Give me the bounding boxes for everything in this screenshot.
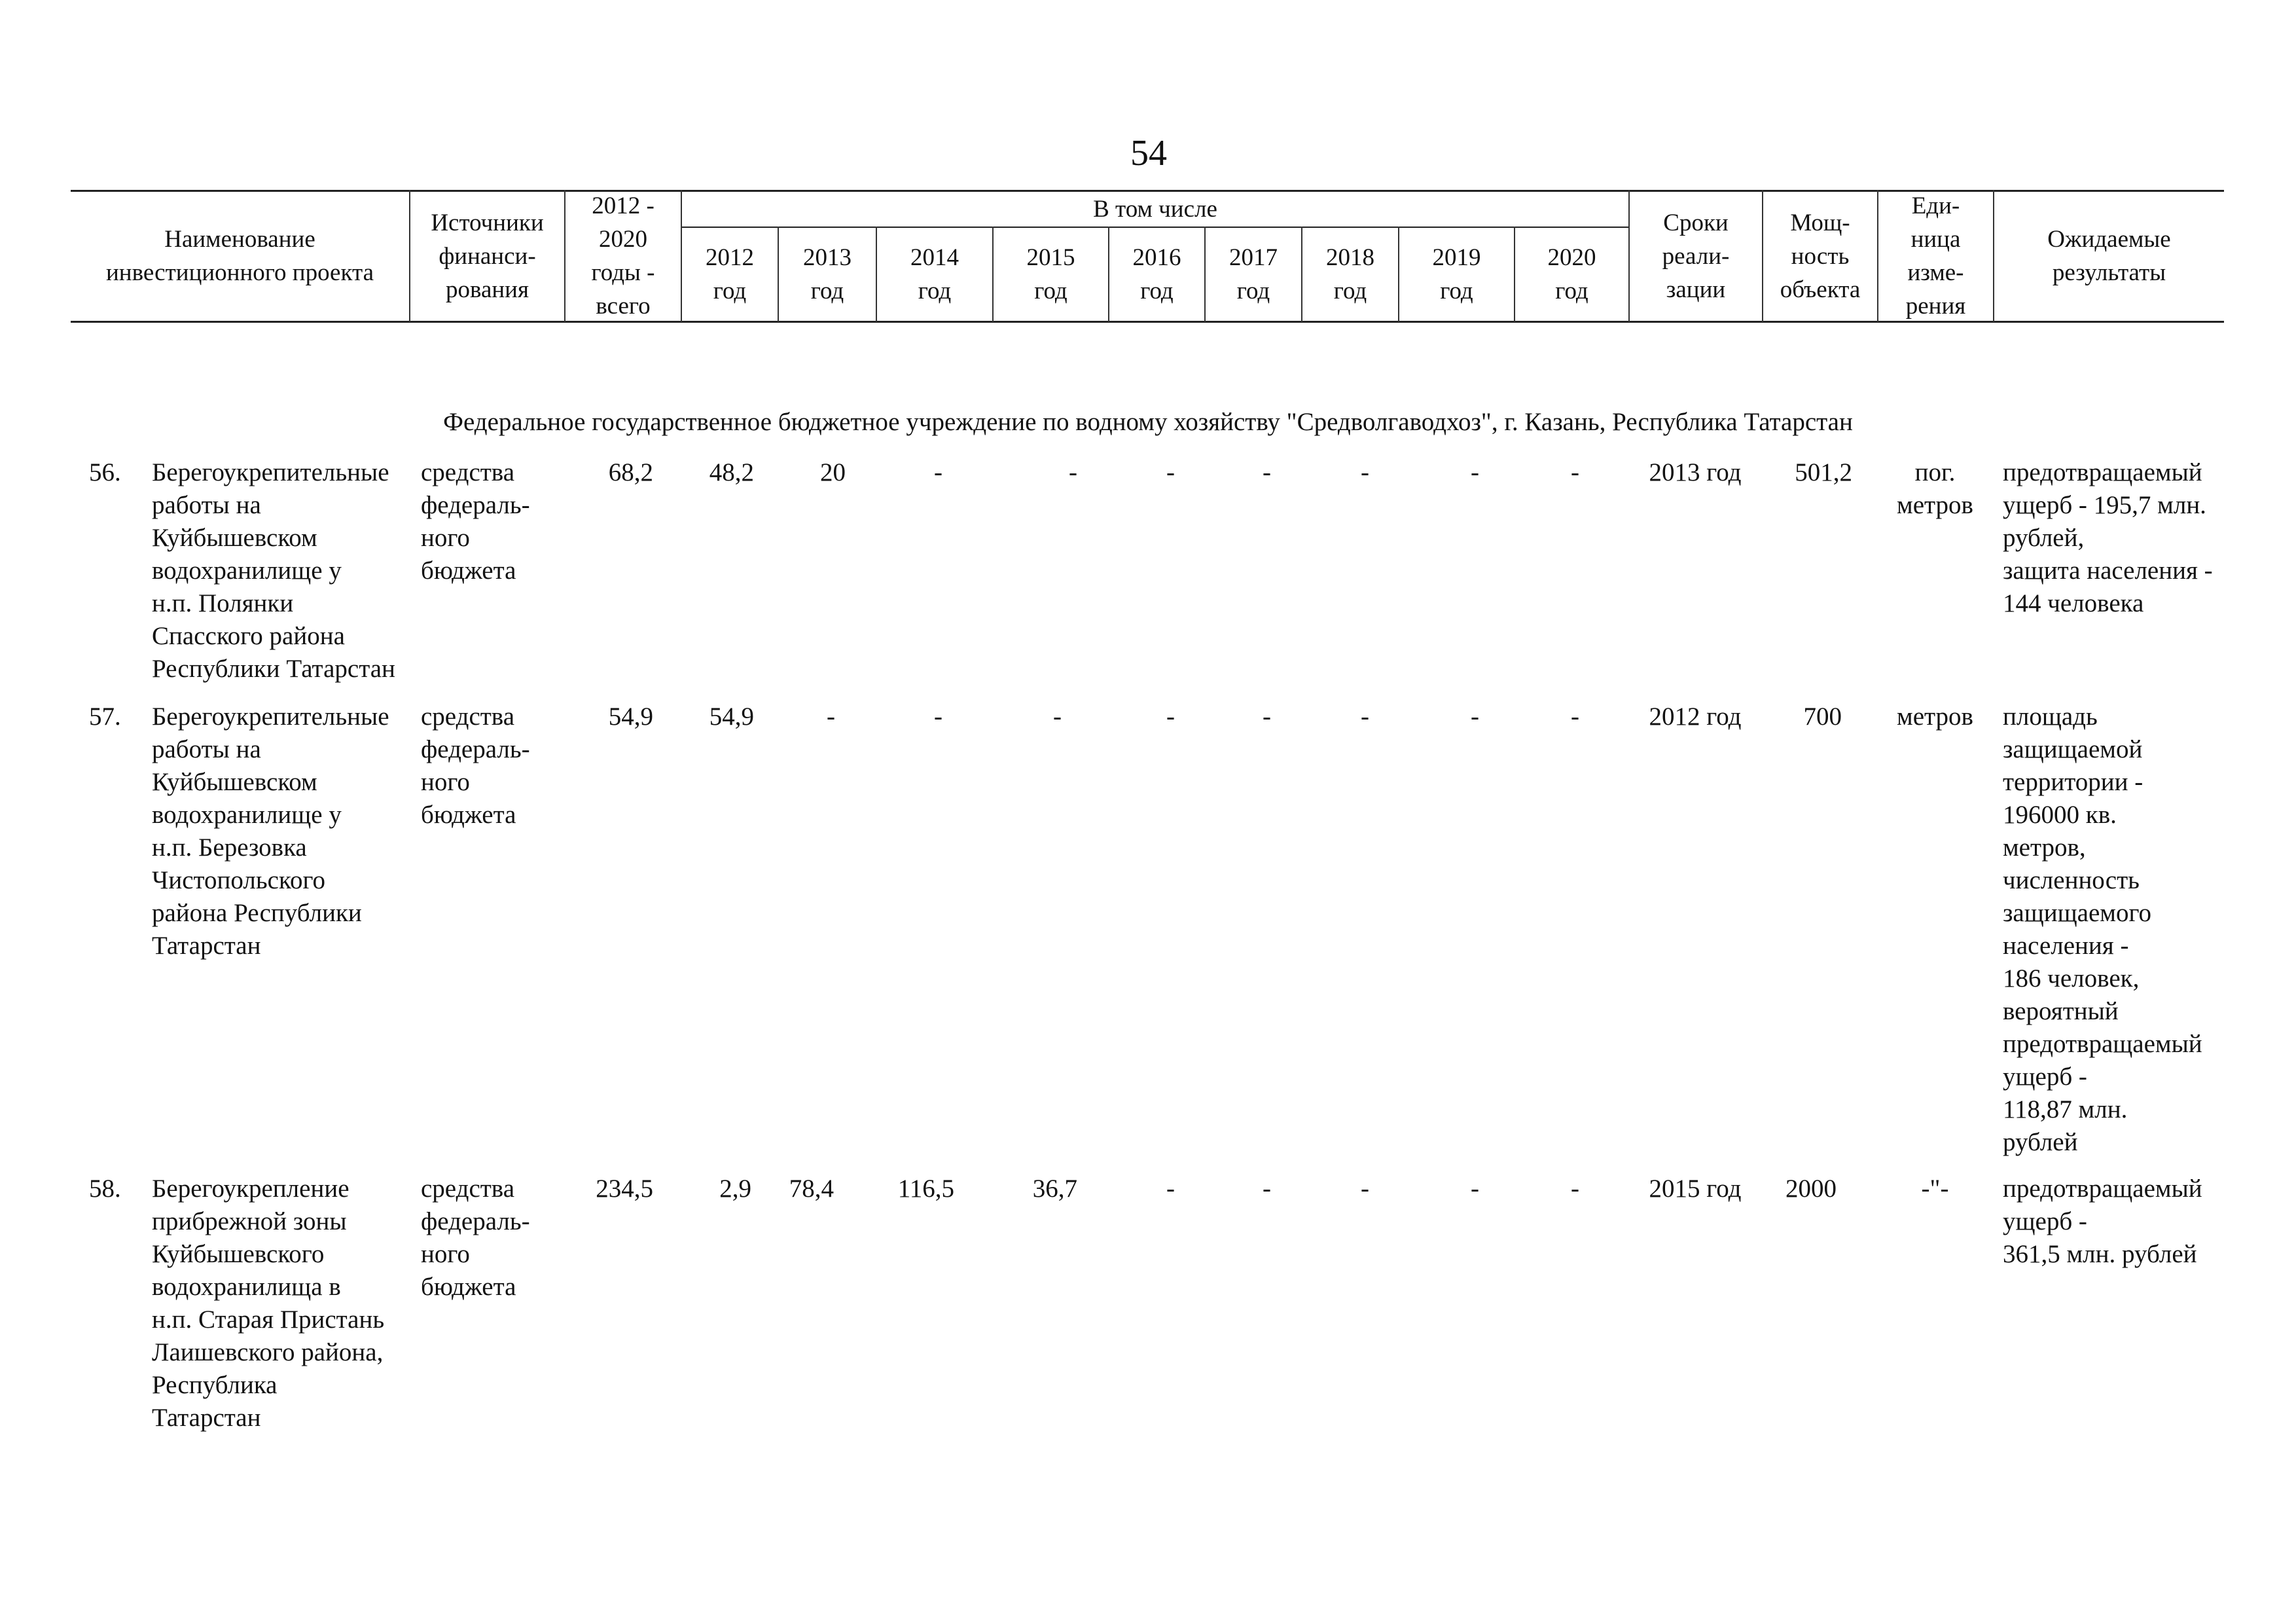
total-value: 68,2	[608, 458, 653, 486]
value-2020: -	[1571, 1175, 1579, 1203]
value-2013: 20	[820, 458, 846, 486]
value-2012: 48,2	[709, 458, 754, 486]
header-funding-sources: Источники финанси- рования	[431, 209, 544, 303]
value-2012: 2,9	[719, 1175, 751, 1203]
project-name: Берегоукрепительные работы на Куйбышевском водохранилище у н.п. Березовка Чистопольского района Республики Татарстан	[152, 702, 389, 960]
total-value: 234,5	[596, 1175, 653, 1203]
value-2019: -	[1471, 702, 1479, 731]
capacity-value: 2000	[1785, 1175, 1837, 1203]
value-2018: -	[1361, 1175, 1369, 1203]
header-expected-results: Ожидаемые результаты	[2047, 226, 2171, 286]
header-year-2017: 2017 год	[1229, 244, 1278, 304]
header-year-2016: 2016 год	[1132, 244, 1181, 304]
header-total: 2012 - 2020 годы - всего	[591, 192, 655, 319]
header-year-2015: 2015 год	[1026, 244, 1075, 304]
header-capacity: Мощ- ность объекта	[1780, 209, 1861, 303]
row-number: 58.	[89, 1175, 121, 1203]
expected-results: предотвращаемый ущерб - 195,7 млн. рублей, защита населения - 144 человека	[2003, 458, 2213, 617]
value-2015: -	[1053, 702, 1062, 731]
value-2013: -	[827, 702, 835, 731]
value-2017: -	[1263, 458, 1271, 486]
value-2018: -	[1361, 458, 1369, 486]
value-2019: -	[1471, 458, 1479, 486]
row-number: 56.	[89, 458, 121, 486]
project-name: Берегоукрепительные работы на Куйбышевском водохранилище у н.п. Полянки Спасского района Республики Татарстан	[152, 458, 395, 683]
header-year-2018: 2018 год	[1326, 244, 1374, 304]
capacity-value: 700	[1803, 702, 1842, 731]
value-2016: -	[1166, 702, 1175, 731]
expected-results: площадь защищаемой территории - 196000 кв. метров, численность защищаемого населения - 186 человек, вероятный предотвращаемый ущерб - 118,87 млн. рублей	[2003, 702, 2202, 1156]
unit-value: метров	[1897, 702, 1973, 731]
value-2014: -	[934, 702, 942, 731]
header-project-name: Наименование инвестиционного проекта	[105, 226, 374, 286]
funding-source: средства федераль- ного бюджета	[421, 458, 530, 585]
expected-results: предотвращаемый ущерб - 361,5 млн. рублей	[2003, 1175, 2202, 1268]
header-including: В том числе	[1093, 195, 1217, 223]
header-unit: Еди- ница изме- рения	[1905, 192, 1966, 319]
value-2014: -	[934, 458, 942, 486]
implementation-term: 2015 год	[1649, 1175, 1742, 1203]
value-2020: -	[1571, 458, 1579, 486]
funding-source: средства федераль- ного бюджета	[421, 702, 530, 829]
header-implementation-terms: Сроки реали- зации	[1662, 209, 1730, 303]
value-2017: -	[1263, 702, 1271, 731]
header-year-2013: 2013 год	[803, 244, 852, 304]
implementation-term: 2012 год	[1649, 702, 1742, 731]
project-name: Берегоукрепление прибрежной зоны Куйбышевского водохранилища в н.п. Старая Пристань Лаишевского района, Республика Татарстан	[152, 1175, 385, 1432]
header-year-2012: 2012 год	[706, 244, 754, 304]
section-title: Федеральное государственное бюджетное учреждение по водному хозяйству "Средволгаводхоз", г. Казань, Республика Татарстан	[443, 408, 1853, 436]
value-2013: 78,4	[789, 1175, 834, 1203]
value-2012: 54,9	[709, 702, 754, 731]
value-2019: -	[1471, 1175, 1479, 1203]
unit-value: пог. метров	[1897, 458, 1973, 519]
value-2016: -	[1166, 1175, 1175, 1203]
header-year-2014: 2014 год	[910, 244, 959, 304]
value-2018: -	[1361, 702, 1369, 731]
value-2015: -	[1069, 458, 1077, 486]
value-2014: 116,5	[897, 1175, 954, 1203]
header-year-2020: 2020 год	[1547, 244, 1596, 304]
header-year-2019: 2019 год	[1432, 244, 1481, 304]
header-bottom-rule	[71, 321, 2224, 323]
value-2017: -	[1263, 1175, 1271, 1203]
funding-source: средства федераль- ного бюджета	[421, 1175, 530, 1301]
value-2016: -	[1166, 458, 1175, 486]
value-2020: -	[1571, 702, 1579, 731]
row-number: 57.	[89, 702, 121, 731]
total-value: 54,9	[608, 702, 653, 731]
page-number: 54	[1130, 133, 1167, 173]
implementation-term: 2013 год	[1649, 458, 1742, 486]
value-2015: 36,7	[1032, 1175, 1077, 1203]
unit-value: -"-	[1921, 1175, 1949, 1203]
capacity-value: 501,2	[1795, 458, 1852, 486]
